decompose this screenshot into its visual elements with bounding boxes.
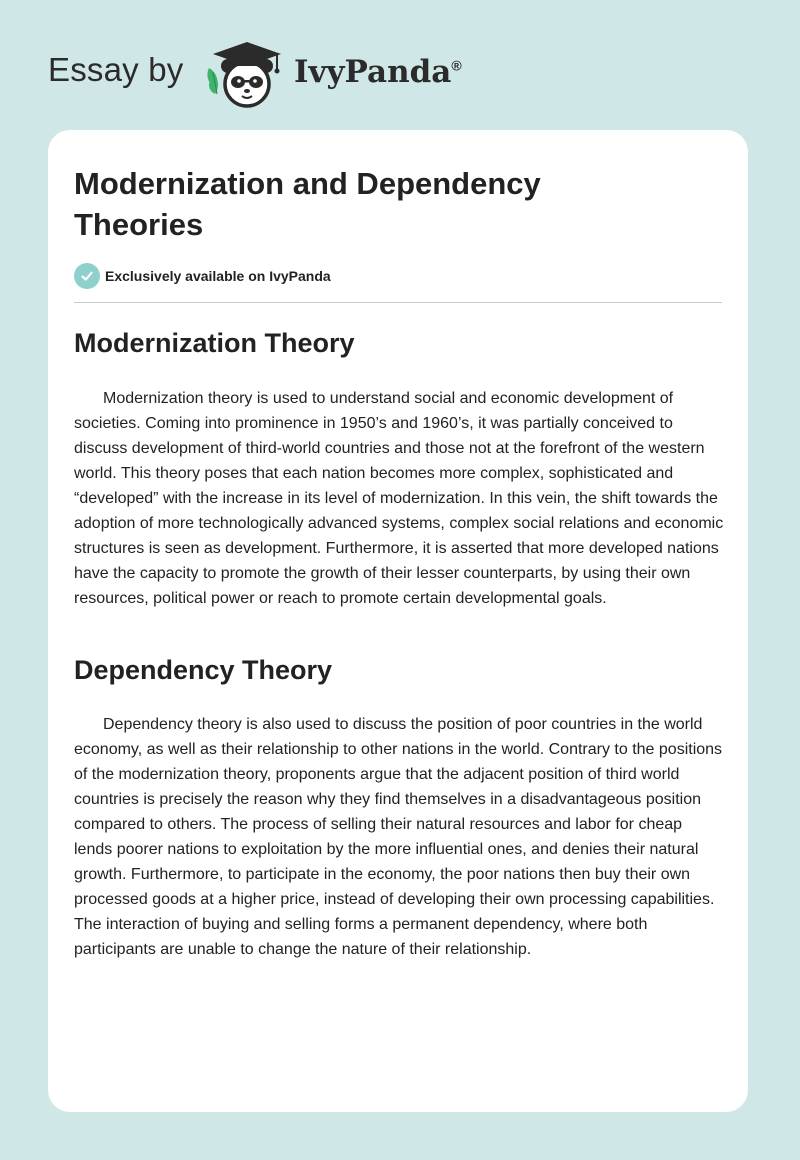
brand-text: IvyPanda [294, 54, 452, 90]
section-heading-modernization: Modernization Theory [74, 328, 355, 358]
check-mark-svg [80, 269, 94, 283]
panda-graduate-icon[interactable] [203, 36, 289, 110]
section-heading-dependency: Dependency Theory [74, 655, 333, 685]
panda-logo-svg [203, 36, 289, 110]
section-body-modernization: Modernization theory is used to understand social and economic development of societies. Coming into prominence in 1950’s and 1960’s, it was partially conceived to discuss development of third-world countries and those not at the forefront of the western world. This theory poses that each nation becomes more complex, sophisticated and “developed” with the increase in its level of modernization. In this vein, the shift towards the adoption of more technologically advanced systems, complex social relations and economic structures is seen as development. Furthermore, it is asserted that more developed nations have the capacity to promote the growth of their lesser counterparts, by using their own resources, political power or reach to promote certain developmental goals. [74, 390, 724, 607]
page-title: Modernization and Dependency Theories [74, 166, 541, 242]
registered-mark: ® [451, 57, 462, 74]
badge-text: Exclusively available on IvyPanda [105, 268, 331, 284]
brand-name[interactable] [294, 54, 462, 90]
section-body-dependency: Dependency theory is also used to discuss the position of poor countries in the world economy, as well as their relationship to other nations in the world. Contrary to the positions of the modernization theory, proponents argue that the adjacent position of third world countries is precisely the reason why they find themselves in a disadvantageous position compared to others. The process of selling their natural resources and labor for cheap lends poorer nations to exploitation by the more influential ones, and denies their natural growth. Furthermore, to participate in the economy, the poor nations then buy their own processed goods at a higher price, instead of developing their own processing capabilities. The interaction of buying and selling forms a permanent dependency, where both participants are unable to change the nature of their relationship. [74, 716, 723, 958]
exclusive-badge [74, 263, 331, 289]
divider [74, 302, 722, 303]
site-header [48, 36, 548, 110]
article-card [48, 130, 748, 1112]
check-icon [74, 263, 100, 289]
essay-by-label: Essay by [48, 51, 184, 88]
